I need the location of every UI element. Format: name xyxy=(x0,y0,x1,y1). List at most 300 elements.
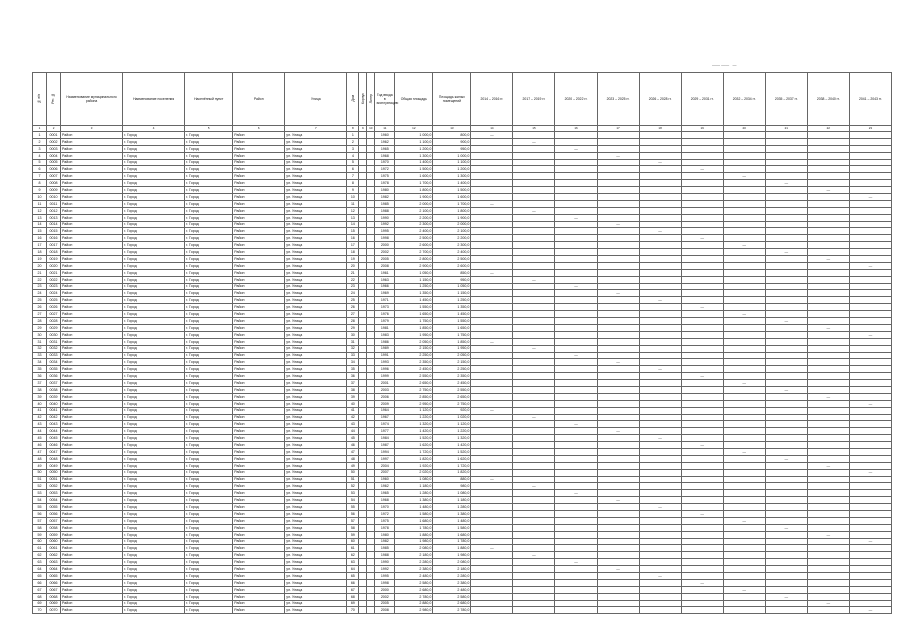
row-year-built: 1963 xyxy=(375,276,395,283)
row-work-period-1 xyxy=(471,290,513,297)
header-period-4: 2023 – 2025 гг. xyxy=(597,73,639,126)
row-street: ул. Улица xyxy=(285,593,347,600)
row-work-period-9 xyxy=(807,214,849,221)
row-house: 2 xyxy=(347,138,359,145)
row-work-period-7 xyxy=(723,331,765,338)
row-work-period-2 xyxy=(513,352,555,359)
row-house: 65 xyxy=(347,573,359,580)
row-area-living: 1 550,0 xyxy=(433,318,471,325)
row-street: ул. Улица xyxy=(285,510,347,517)
row-area-living: 1 700,0 xyxy=(433,200,471,207)
row-work-period-2 xyxy=(513,531,555,538)
row-work-period-10 xyxy=(849,311,891,318)
row-work-period-3 xyxy=(555,524,597,531)
row-settlement: г. Город xyxy=(123,421,185,428)
row-work-period-6: — xyxy=(681,373,723,380)
row-work-period-4 xyxy=(597,607,639,614)
row-area-living: 2 400,0 xyxy=(433,249,471,256)
row-work-period-10 xyxy=(849,256,891,263)
row-municipality: Район xyxy=(61,276,123,283)
row-reg-no: 0070 xyxy=(47,607,61,614)
row-area-total: 2 850,0 xyxy=(395,393,433,400)
row-number: 9 xyxy=(33,187,47,194)
row-settlement: г. Город xyxy=(123,386,185,393)
row-work-period-6 xyxy=(681,214,723,221)
row-area-total: 2 680,0 xyxy=(395,586,433,593)
row-work-period-4 xyxy=(597,352,639,359)
row-building xyxy=(359,200,367,207)
row-district: Район xyxy=(233,366,285,373)
row-street: ул. Улица xyxy=(285,166,347,173)
column-number: 21 xyxy=(765,126,807,132)
row-house: 66 xyxy=(347,579,359,586)
row-municipality: Район xyxy=(61,497,123,504)
row-reg-no: 0067 xyxy=(47,586,61,593)
row-house: 48 xyxy=(347,455,359,462)
row-reg-no: 0026 xyxy=(47,304,61,311)
row-year-built: 1977 xyxy=(375,428,395,435)
row-year-built: 1990 xyxy=(375,559,395,566)
row-work-period-7: — xyxy=(723,311,765,318)
row-locality: г. Город xyxy=(185,221,233,228)
row-locality: г. Город xyxy=(185,531,233,538)
row-work-period-9 xyxy=(807,304,849,311)
row-work-period-5 xyxy=(639,593,681,600)
row-municipality: Район xyxy=(61,435,123,442)
row-letter xyxy=(367,593,375,600)
row-settlement: г. Город xyxy=(123,235,185,242)
row-settlement: г. Город xyxy=(123,256,185,263)
row-municipality: Район xyxy=(61,421,123,428)
row-number: 3 xyxy=(33,145,47,152)
row-year-built: 1978 xyxy=(375,524,395,531)
row-number: 62 xyxy=(33,552,47,559)
table-row xyxy=(33,338,892,345)
row-work-period-3 xyxy=(555,407,597,414)
row-work-period-8 xyxy=(765,421,807,428)
column-number: 4 xyxy=(123,126,185,132)
row-work-period-8 xyxy=(765,497,807,504)
row-work-period-9 xyxy=(807,607,849,614)
row-area-living: 980,0 xyxy=(433,483,471,490)
row-house: 29 xyxy=(347,324,359,331)
row-work-period-1 xyxy=(471,352,513,359)
row-reg-no: 0010 xyxy=(47,194,61,201)
row-year-built: 1968 xyxy=(375,497,395,504)
row-number: 41 xyxy=(33,407,47,414)
row-work-period-6 xyxy=(681,359,723,366)
row-work-period-3: — xyxy=(555,352,597,359)
row-work-period-6 xyxy=(681,469,723,476)
row-work-period-2 xyxy=(513,497,555,504)
row-year-built: 2005 xyxy=(375,600,395,607)
row-house: 40 xyxy=(347,400,359,407)
row-work-period-3 xyxy=(555,545,597,552)
row-house: 34 xyxy=(347,359,359,366)
row-work-period-9: — xyxy=(807,531,849,538)
row-district: Район xyxy=(233,318,285,325)
row-building xyxy=(359,462,367,469)
row-work-period-10 xyxy=(849,207,891,214)
row-locality: г. Город xyxy=(185,256,233,263)
row-municipality: Район xyxy=(61,242,123,249)
row-letter xyxy=(367,442,375,449)
row-work-period-9: — xyxy=(807,187,849,194)
row-reg-no: 0012 xyxy=(47,207,61,214)
row-municipality: Район xyxy=(61,138,123,145)
table-row xyxy=(33,476,892,483)
row-building xyxy=(359,290,367,297)
row-locality: г. Город xyxy=(185,359,233,366)
row-work-period-5 xyxy=(639,442,681,449)
row-year-built: 1978 xyxy=(375,180,395,187)
row-year-built: 1997 xyxy=(375,455,395,462)
row-letter xyxy=(367,462,375,469)
row-street: ул. Улица xyxy=(285,228,347,235)
row-work-period-10 xyxy=(849,573,891,580)
row-street: ул. Улица xyxy=(285,483,347,490)
row-work-period-7: — xyxy=(723,242,765,249)
row-year-built: 2008 xyxy=(375,262,395,269)
row-number: 2 xyxy=(33,138,47,145)
row-reg-no: 0039 xyxy=(47,393,61,400)
row-house: 50 xyxy=(347,469,359,476)
row-work-period-9 xyxy=(807,276,849,283)
table-row xyxy=(33,531,892,538)
row-street: ул. Улица xyxy=(285,283,347,290)
row-area-living: 2 350,0 xyxy=(433,373,471,380)
row-work-period-6 xyxy=(681,400,723,407)
row-area-living: 1 050,0 xyxy=(433,283,471,290)
row-work-period-6 xyxy=(681,132,723,139)
row-work-period-8 xyxy=(765,214,807,221)
row-area-total: 1 700,0 xyxy=(395,180,433,187)
row-work-period-1 xyxy=(471,366,513,373)
row-work-period-4 xyxy=(597,483,639,490)
row-work-period-3 xyxy=(555,159,597,166)
row-building xyxy=(359,545,367,552)
row-street: ул. Улица xyxy=(285,414,347,421)
row-work-period-9 xyxy=(807,566,849,573)
row-work-period-1 xyxy=(471,400,513,407)
row-work-period-4 xyxy=(597,579,639,586)
row-work-period-6 xyxy=(681,483,723,490)
row-year-built: 1974 xyxy=(375,421,395,428)
row-work-period-7 xyxy=(723,510,765,517)
row-reg-no: 0038 xyxy=(47,386,61,393)
row-municipality: Район xyxy=(61,359,123,366)
row-number: 7 xyxy=(33,173,47,180)
row-street: ул. Улица xyxy=(285,566,347,573)
row-locality: г. Город xyxy=(185,318,233,325)
row-work-period-2: — xyxy=(513,276,555,283)
row-work-period-9 xyxy=(807,138,849,145)
table-row xyxy=(33,290,892,297)
row-work-period-5 xyxy=(639,407,681,414)
row-work-period-9 xyxy=(807,490,849,497)
row-locality: г. Город xyxy=(185,414,233,421)
row-reg-no: 0040 xyxy=(47,400,61,407)
row-settlement: г. Город xyxy=(123,138,185,145)
row-district: Район xyxy=(233,524,285,531)
row-work-period-2 xyxy=(513,235,555,242)
row-work-period-9 xyxy=(807,586,849,593)
row-reg-no: 0016 xyxy=(47,235,61,242)
row-building xyxy=(359,173,367,180)
row-area-total: 2 950,0 xyxy=(395,400,433,407)
table-row xyxy=(33,249,892,256)
row-year-built: 1982 xyxy=(375,538,395,545)
row-work-period-7 xyxy=(723,607,765,614)
header-no: № п/п xyxy=(33,73,47,126)
row-municipality: Район xyxy=(61,132,123,139)
row-letter xyxy=(367,579,375,586)
row-work-period-1 xyxy=(471,538,513,545)
row-settlement: г. Город xyxy=(123,435,185,442)
row-year-built: 1998 xyxy=(375,235,395,242)
row-house: 17 xyxy=(347,242,359,249)
row-district: Район xyxy=(233,207,285,214)
row-work-period-10 xyxy=(849,283,891,290)
row-work-period-1 xyxy=(471,359,513,366)
row-area-living: 2 580,0 xyxy=(433,593,471,600)
row-letter xyxy=(367,524,375,531)
row-work-period-5 xyxy=(639,276,681,283)
row-street: ул. Улица xyxy=(285,352,347,359)
table-row xyxy=(33,359,892,366)
row-house: 27 xyxy=(347,311,359,318)
row-building xyxy=(359,552,367,559)
row-district: Район xyxy=(233,166,285,173)
row-year-built: 1971 xyxy=(375,297,395,304)
row-work-period-3 xyxy=(555,235,597,242)
row-building xyxy=(359,566,367,573)
row-municipality: Район xyxy=(61,442,123,449)
row-municipality: Район xyxy=(61,194,123,201)
row-work-period-8 xyxy=(765,311,807,318)
column-number: 15 xyxy=(513,126,555,132)
row-work-period-4: — xyxy=(597,428,639,435)
row-work-period-10 xyxy=(849,586,891,593)
row-building xyxy=(359,235,367,242)
row-work-period-5 xyxy=(639,531,681,538)
row-work-period-7 xyxy=(723,428,765,435)
row-street: ул. Улица xyxy=(285,428,347,435)
row-work-period-4 xyxy=(597,393,639,400)
row-area-living: 1 780,0 xyxy=(433,538,471,545)
row-work-period-5 xyxy=(639,579,681,586)
row-year-built: 2001 xyxy=(375,380,395,387)
row-area-living: 2 780,0 xyxy=(433,607,471,614)
row-work-period-6 xyxy=(681,283,723,290)
row-year-built: 1961 xyxy=(375,269,395,276)
row-work-period-5 xyxy=(639,414,681,421)
row-work-period-4: — xyxy=(597,290,639,297)
row-settlement: г. Город xyxy=(123,311,185,318)
table-row xyxy=(33,566,892,573)
row-work-period-9 xyxy=(807,283,849,290)
row-work-period-10 xyxy=(849,228,891,235)
row-settlement: г. Город xyxy=(123,152,185,159)
row-work-period-9 xyxy=(807,297,849,304)
row-number: 50 xyxy=(33,469,47,476)
row-work-period-2 xyxy=(513,359,555,366)
row-work-period-10 xyxy=(849,242,891,249)
row-street: ул. Улица xyxy=(285,435,347,442)
row-work-period-2 xyxy=(513,462,555,469)
row-work-period-10 xyxy=(849,414,891,421)
row-settlement: г. Город xyxy=(123,373,185,380)
row-work-period-1 xyxy=(471,421,513,428)
row-work-period-7: — xyxy=(723,517,765,524)
row-work-period-8 xyxy=(765,221,807,228)
row-area-total: 1 580,0 xyxy=(395,510,433,517)
row-work-period-8 xyxy=(765,159,807,166)
row-number: 47 xyxy=(33,448,47,455)
row-area-living: 2 500,0 xyxy=(433,256,471,263)
row-work-period-4 xyxy=(597,276,639,283)
row-municipality: Район xyxy=(61,262,123,269)
row-work-period-6 xyxy=(681,593,723,600)
row-year-built: 1989 xyxy=(375,345,395,352)
table-row xyxy=(33,214,892,221)
row-work-period-4 xyxy=(597,490,639,497)
row-year-built: 1988 xyxy=(375,552,395,559)
row-work-period-10 xyxy=(849,345,891,352)
row-work-period-10 xyxy=(849,407,891,414)
row-work-period-3: — xyxy=(555,421,597,428)
table-row xyxy=(33,173,892,180)
row-district: Район xyxy=(233,297,285,304)
row-work-period-2 xyxy=(513,297,555,304)
row-work-period-9 xyxy=(807,497,849,504)
header-building: Корпус xyxy=(359,73,367,126)
row-locality: г. Город xyxy=(185,207,233,214)
row-reg-no: 0008 xyxy=(47,180,61,187)
row-district: Район xyxy=(233,421,285,428)
row-locality: г. Город xyxy=(185,573,233,580)
row-street: ул. Улица xyxy=(285,531,347,538)
row-number: 38 xyxy=(33,386,47,393)
row-work-period-9 xyxy=(807,249,849,256)
row-work-period-8 xyxy=(765,152,807,159)
row-letter xyxy=(367,331,375,338)
table-row xyxy=(33,510,892,517)
row-number: 27 xyxy=(33,311,47,318)
table-row xyxy=(33,366,892,373)
row-locality: г. Город xyxy=(185,593,233,600)
row-work-period-2 xyxy=(513,400,555,407)
row-letter xyxy=(367,435,375,442)
row-street: ул. Улица xyxy=(285,235,347,242)
row-reg-no: 0030 xyxy=(47,331,61,338)
row-year-built: 1992 xyxy=(375,566,395,573)
row-work-period-7 xyxy=(723,304,765,311)
row-work-period-1 xyxy=(471,455,513,462)
row-work-period-4 xyxy=(597,269,639,276)
row-letter xyxy=(367,600,375,607)
row-work-period-7 xyxy=(723,324,765,331)
row-area-total: 1 880,0 xyxy=(395,531,433,538)
row-work-period-10 xyxy=(849,352,891,359)
column-number: 23 xyxy=(849,126,891,132)
table-row xyxy=(33,345,892,352)
row-settlement: г. Город xyxy=(123,207,185,214)
row-number: 43 xyxy=(33,421,47,428)
row-work-period-2 xyxy=(513,311,555,318)
row-year-built: 1982 xyxy=(375,194,395,201)
row-settlement: г. Город xyxy=(123,414,185,421)
row-building xyxy=(359,428,367,435)
row-number: 18 xyxy=(33,249,47,256)
row-district: Район xyxy=(233,448,285,455)
row-municipality: Район xyxy=(61,207,123,214)
row-work-period-4 xyxy=(597,324,639,331)
row-area-total: 2 500,0 xyxy=(395,235,433,242)
row-work-period-8 xyxy=(765,400,807,407)
row-street: ул. Улица xyxy=(285,469,347,476)
row-area-total: 1 380,0 xyxy=(395,497,433,504)
row-work-period-7 xyxy=(723,435,765,442)
table-row xyxy=(33,145,892,152)
header-area-living: Площадь жилых помещений xyxy=(433,73,471,126)
row-settlement: г. Город xyxy=(123,200,185,207)
row-house: 3 xyxy=(347,145,359,152)
row-work-period-5 xyxy=(639,338,681,345)
row-street: ул. Улица xyxy=(285,187,347,194)
row-work-period-4 xyxy=(597,455,639,462)
row-settlement: г. Город xyxy=(123,221,185,228)
row-building xyxy=(359,442,367,449)
table-row xyxy=(33,207,892,214)
row-work-period-2 xyxy=(513,221,555,228)
row-work-period-6 xyxy=(681,180,723,187)
table-row xyxy=(33,586,892,593)
row-district: Район xyxy=(233,228,285,235)
row-settlement: г. Город xyxy=(123,173,185,180)
row-municipality: Район xyxy=(61,256,123,263)
row-number: 67 xyxy=(33,586,47,593)
row-building xyxy=(359,159,367,166)
row-work-period-8: — xyxy=(765,455,807,462)
row-work-period-2: — xyxy=(513,552,555,559)
row-work-period-1 xyxy=(471,524,513,531)
row-letter xyxy=(367,262,375,269)
row-building xyxy=(359,283,367,290)
row-work-period-6: — xyxy=(681,166,723,173)
row-work-period-8 xyxy=(765,490,807,497)
row-municipality: Район xyxy=(61,352,123,359)
table-header-row xyxy=(33,73,892,126)
row-work-period-1: — xyxy=(471,269,513,276)
row-work-period-3 xyxy=(555,517,597,524)
row-street: ул. Улица xyxy=(285,386,347,393)
row-work-period-9 xyxy=(807,469,849,476)
row-reg-no: 0059 xyxy=(47,531,61,538)
row-work-period-7 xyxy=(723,490,765,497)
row-work-period-10 xyxy=(849,531,891,538)
row-district: Район xyxy=(233,138,285,145)
row-work-period-8 xyxy=(765,483,807,490)
row-locality: г. Город xyxy=(185,297,233,304)
row-work-period-1 xyxy=(471,586,513,593)
row-work-period-6: — xyxy=(681,235,723,242)
row-year-built: 1968 xyxy=(375,152,395,159)
row-work-period-8 xyxy=(765,269,807,276)
row-work-period-8: — xyxy=(765,180,807,187)
row-street: ул. Улица xyxy=(285,607,347,614)
row-street: ул. Улица xyxy=(285,290,347,297)
